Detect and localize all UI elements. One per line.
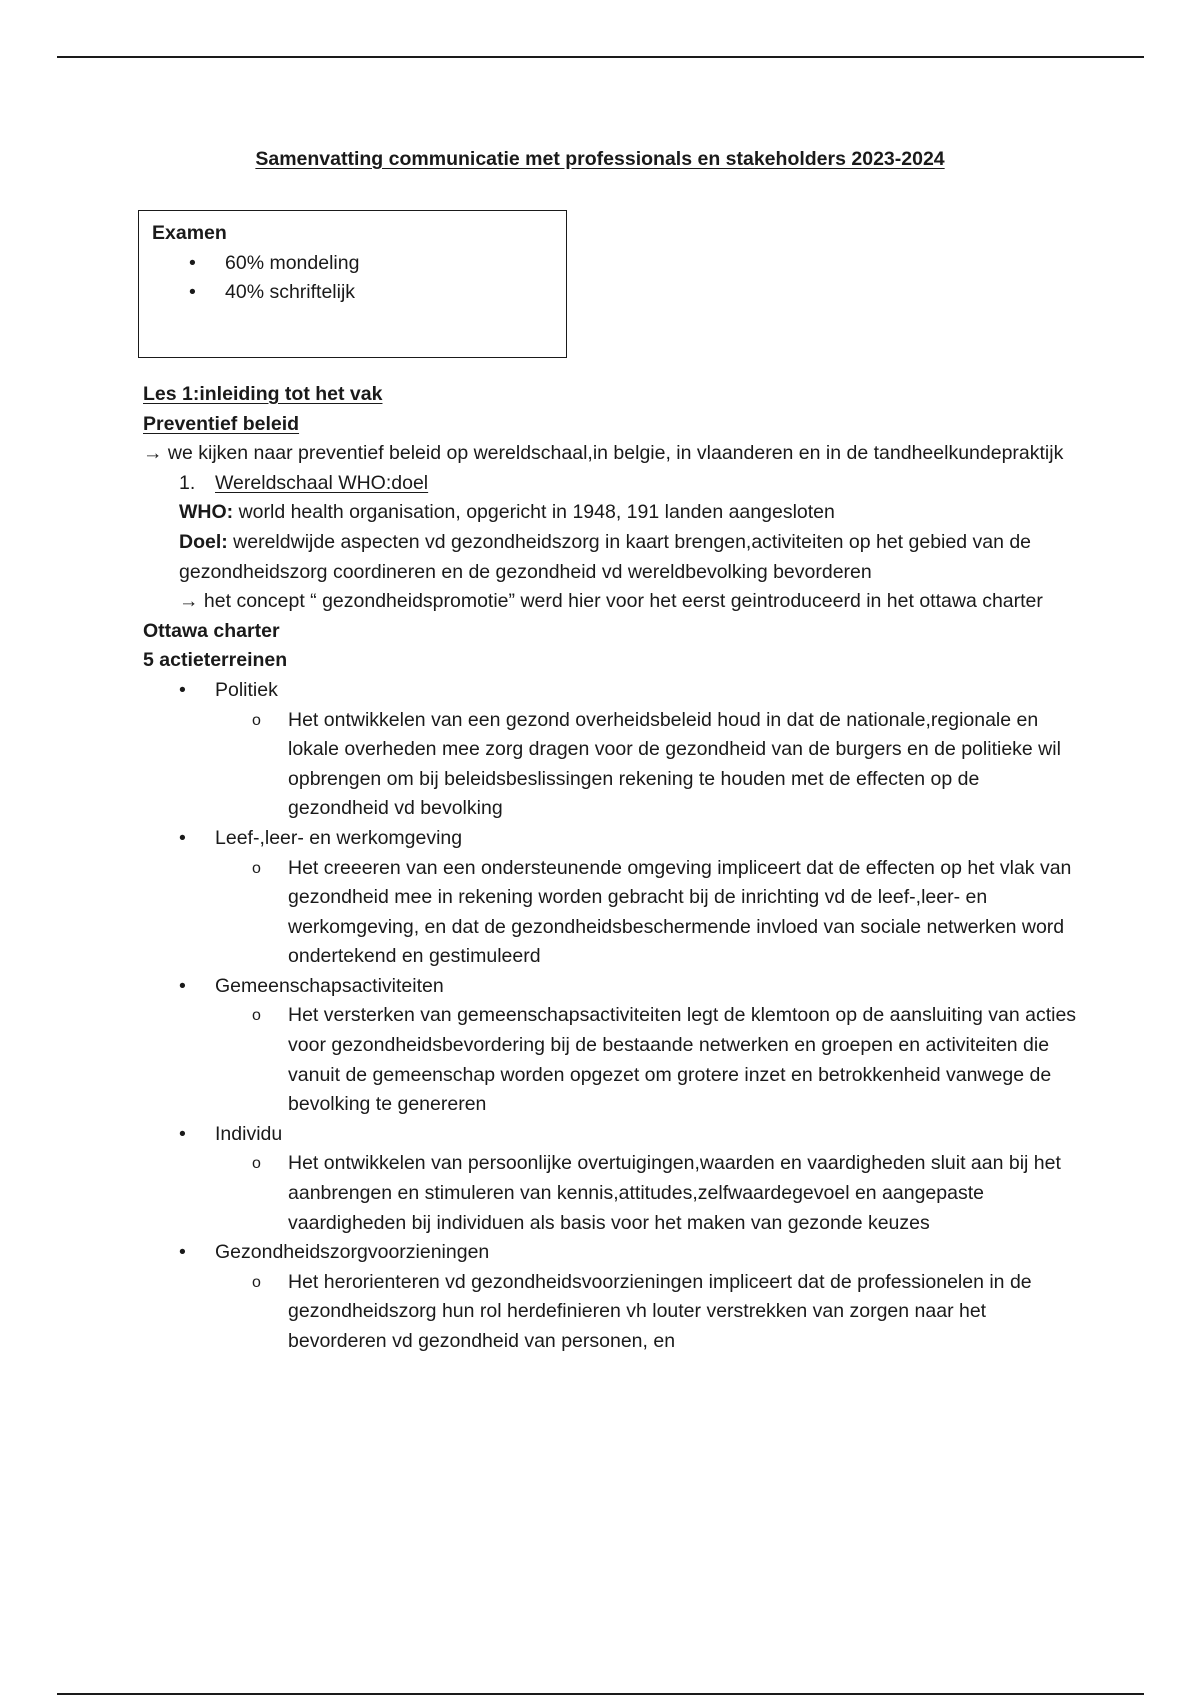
list-item-politiek-detail: o Het ontwikkelen van een gezond overheidsbeleid houd in dat de nationale,regionale en lokale overheden mee zorg dragen voor de gezondheid van de burgers en de politieke wil opbrengen om bij beleidsbeslissingen rekening te houden met de effecten op de gezondheid vd bevolking bbox=[288, 706, 1083, 824]
list-item-individu: • Individu bbox=[215, 1120, 1083, 1150]
doel-definition bbox=[179, 528, 1083, 587]
doel-text: wereldwijde aspecten vd gezondheidszorg in kaart brengen,activiteiten op het gebied van de gezondheidszorg coordineren en de gezondheid vd wereldbevolking bevorderen bbox=[179, 530, 1032, 583]
list-item-politiek: • Politiek bbox=[215, 676, 1083, 706]
actieterreinen-heading: 5 actieterreinen bbox=[143, 649, 288, 672]
list-item-voorzieningen-detail: o Het herorienteren vd gezondheidsvoorzieningen impliceert dat de professionelen in de gezondheidszorg hun rol herdefinieren vh louter verstrekken van zorgen naar het bevorderen vd gezondheid van personen, en bbox=[288, 1268, 1083, 1357]
exam-box bbox=[138, 210, 567, 358]
exam-item-oral: • 60% mondeling bbox=[225, 249, 359, 277]
document-title: Samenvatting communicatie met professionals en stakeholders 2023-2024 bbox=[255, 148, 945, 170]
numbered-item-label: Wereldschaal WHO:doel bbox=[215, 471, 429, 494]
list-number: 1. bbox=[179, 471, 196, 494]
exam-heading: Examen bbox=[152, 222, 227, 244]
footer-rule bbox=[57, 1693, 1144, 1695]
list-item-omgeving: • Leef-,leer- en werkomgeving bbox=[215, 824, 1083, 854]
document-body bbox=[143, 380, 1083, 1357]
list-item-gemeenschap-detail: o Het versterken van gemeenschapsactiviteiten legt de klemtoon op de aansluiting van acties voor gezondheidsbevordering bij de bestaande netwerken en groepen en activiteiten die vanuit de gemeenschap worden opgezet om grotere inzet en betrokkenheid vanwege de bevolking te genereren bbox=[288, 1001, 1083, 1119]
lesson-intro: → we kijken naar preventief beleid op wereldschaal,in belgie, in vlaanderen en in de tandheelkundepraktijk bbox=[143, 442, 1064, 465]
concept-note: → het concept “ gezondheidspromotie” werd hier voor het eerst geintroduceerd in het ottawa charter bbox=[179, 590, 1043, 613]
who-label: WHO: bbox=[179, 501, 234, 524]
list-item-voorzieningen: • Gezondheidszorgvoorzieningen bbox=[215, 1238, 1083, 1268]
who-definition bbox=[179, 498, 1083, 528]
list-item-gemeenschap: • Gemeenschapsactiviteiten bbox=[215, 972, 1083, 1002]
header-rule bbox=[57, 56, 1144, 58]
who-text: world health organisation, opgericht in 1948, 191 landen aangesloten bbox=[233, 501, 835, 524]
exam-item-written: • 40% schriftelijk bbox=[225, 278, 355, 306]
list-item-individu-detail: o Het ontwikkelen van persoonlijke overtuigingen,waarden en vaardigheden sluit aan bij het aanbrengen en stimuleren van kennis,attitudes,zelfwaardegevoel en aangepaste vaardigheden bij individuen als basis voor het maken van gezonde keuzes bbox=[288, 1149, 1083, 1238]
ottawa-heading: Ottawa charter bbox=[143, 619, 280, 642]
list-item-omgeving-detail: o Het creeeren van een ondersteunende omgeving impliceert dat de effecten op het vlak van gezondheid mee in rekening worden gebracht bij de inrichting vd de leef-,leer- en werkomgeving, en dat de gezondheidsbeschermende invloed van sociale netwerken word ondertekend en gestimuleerd bbox=[288, 854, 1083, 972]
doel-label: Doel: bbox=[179, 530, 228, 553]
lesson-heading: Les 1:inleiding tot het vak bbox=[143, 383, 383, 405]
section-heading-preventief: Preventief beleid bbox=[143, 412, 300, 435]
numbered-item-wereldschaal bbox=[179, 469, 1083, 499]
